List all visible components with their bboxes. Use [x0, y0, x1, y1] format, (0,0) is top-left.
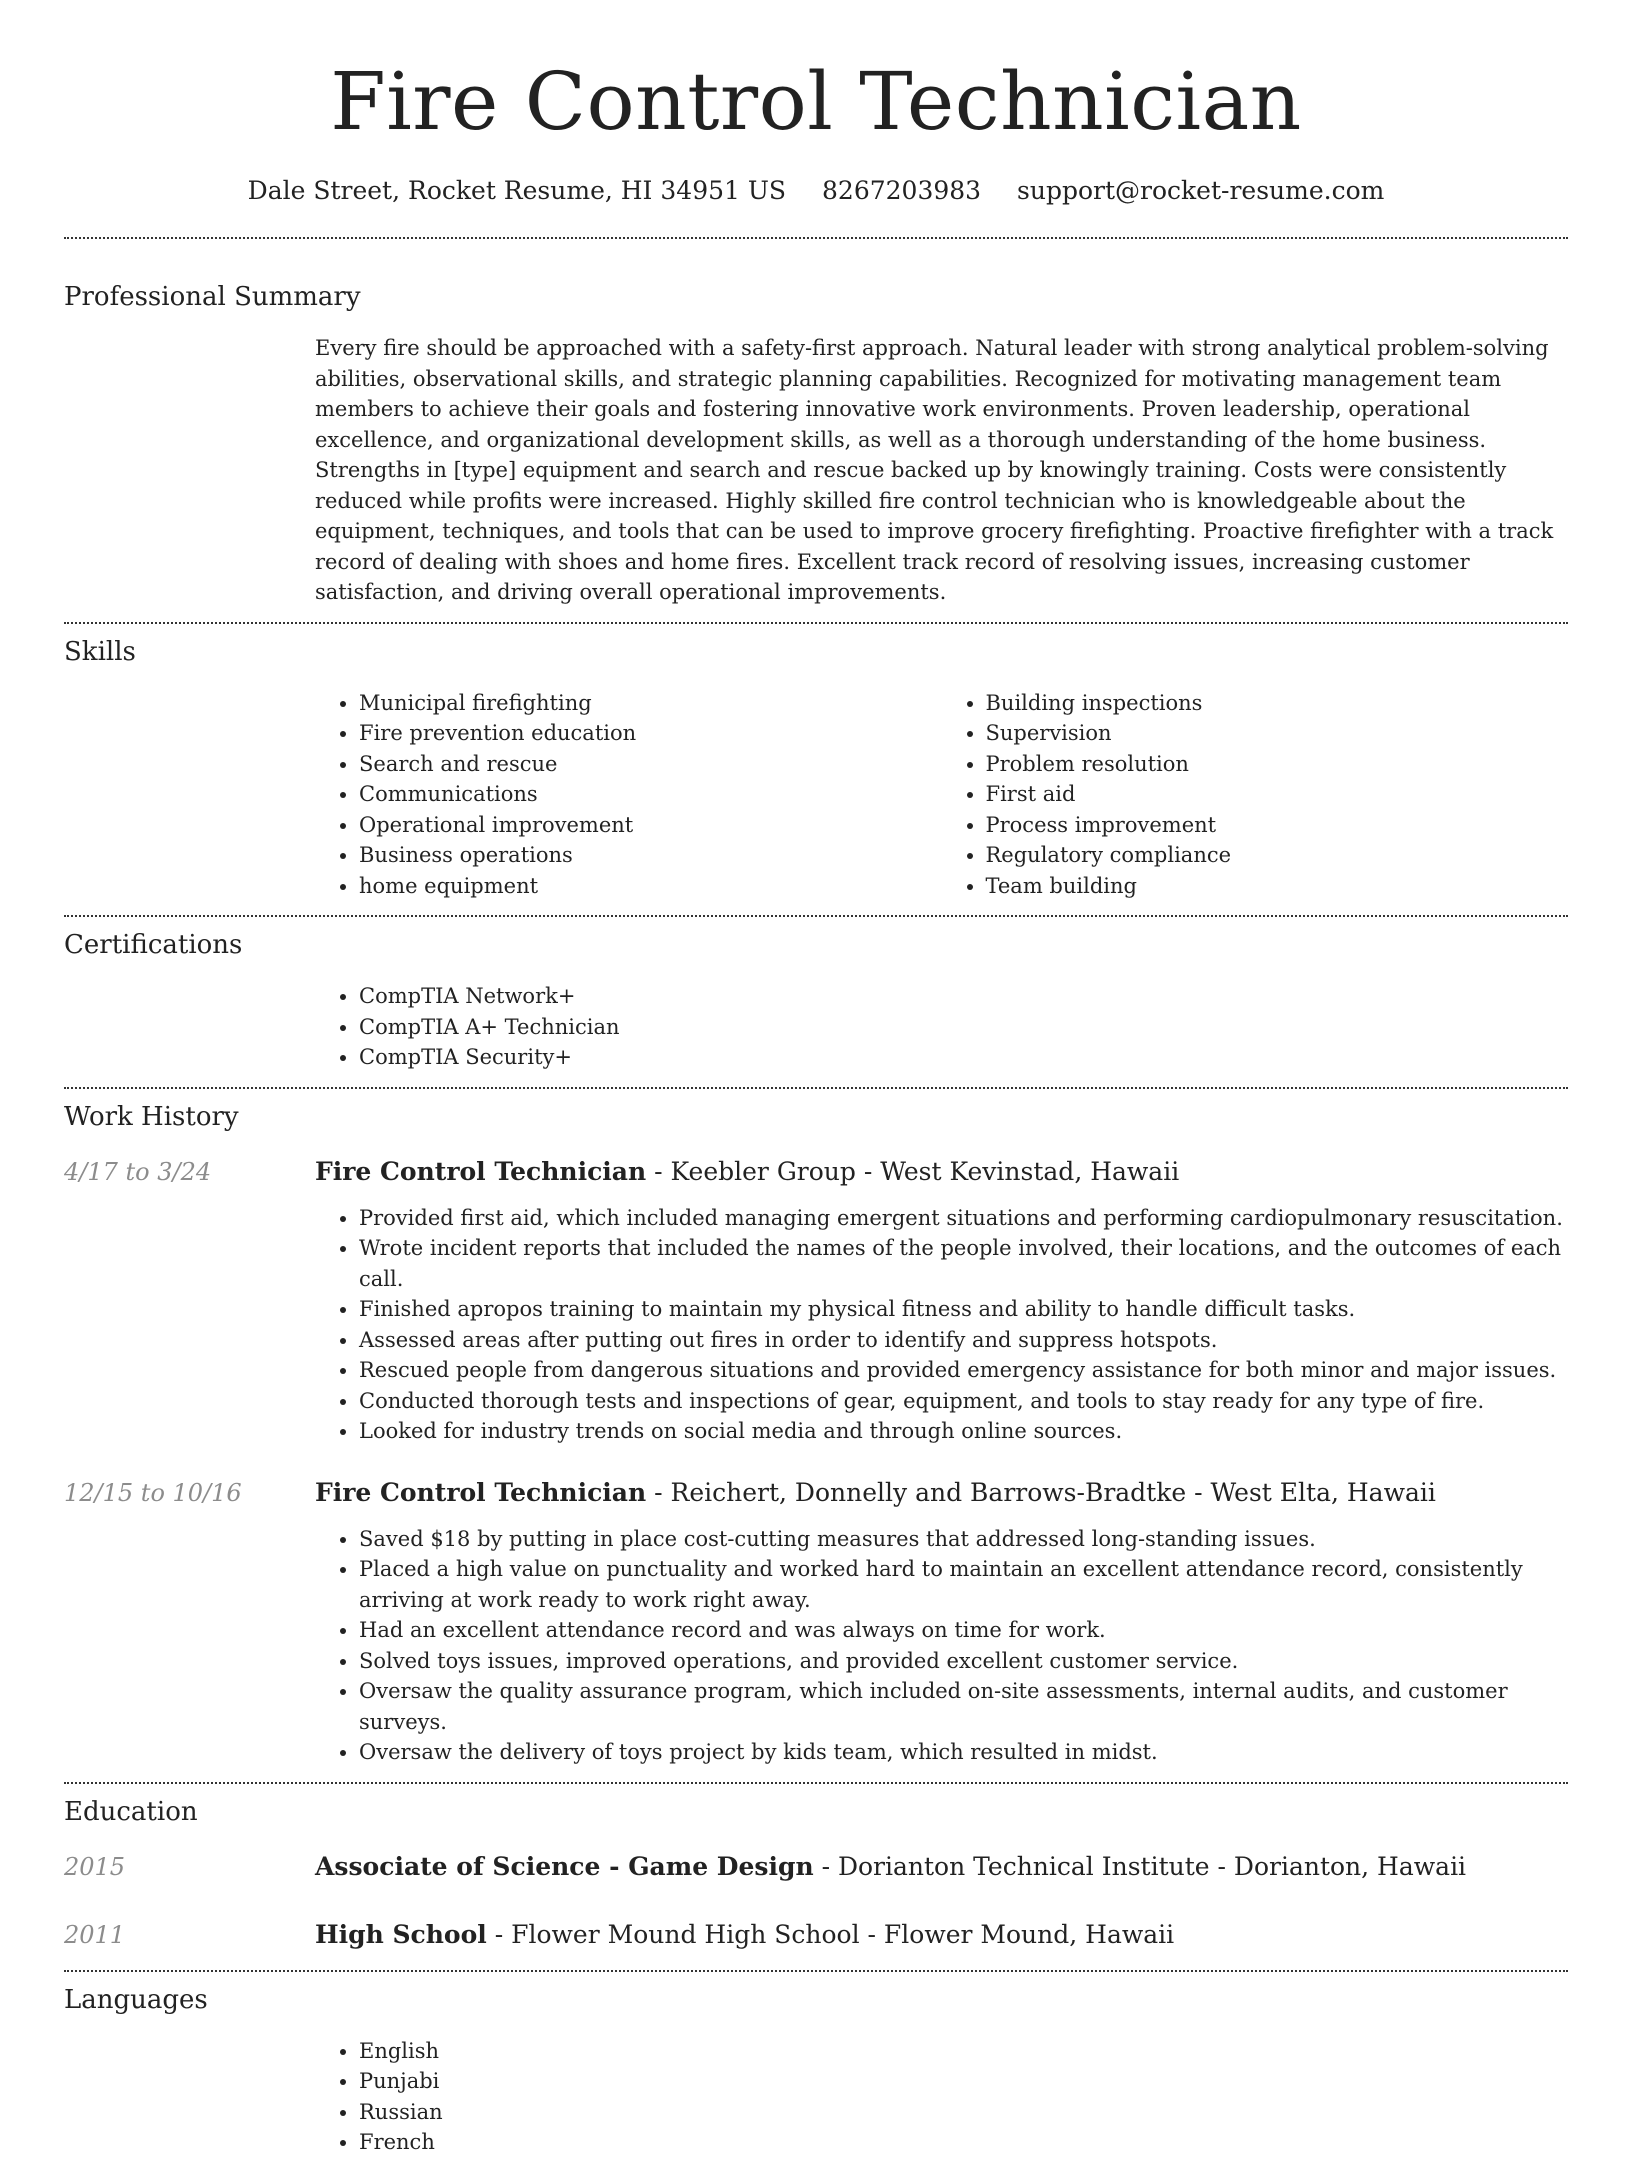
job-title-line: [315, 1155, 1179, 1189]
resume-header: [64, 0, 1568, 208]
list-item: • Saved $18 by putting in place cost-cutting measures that addressed long-standing issues.: [359, 1524, 1568, 1555]
job-bullets: [315, 1524, 1568, 1768]
certifications-heading: Certifications: [64, 930, 243, 960]
languages-heading: Languages: [64, 1984, 208, 2015]
education-school: - Flower Mound High School - Flower Mound, Hawaii: [486, 1919, 1175, 1949]
list-item: • Communications: [359, 779, 942, 810]
list-item: • French: [359, 2127, 1568, 2158]
work-history-section: [64, 1089, 1568, 1768]
list-item: • CompTIA Network+: [359, 981, 1568, 1012]
education-year: 2015: [64, 1852, 126, 1881]
job-entry: [64, 1476, 1568, 1768]
job-company: - Reichert, Donnelly and Barrows-Bradtke - West Elta, Hawaii: [646, 1477, 1436, 1507]
list-item: • Finished apropos training to maintain my physical fitness and ability to handle difficult tasks.: [359, 1294, 1568, 1325]
list-item: • Provided first aid, which included managing emergent situations and performing cardiopulmonary resuscitation.: [359, 1203, 1568, 1234]
summary-section: [64, 239, 1568, 608]
contact-phone: 8267203983: [822, 176, 982, 205]
summary-text: Every fire should be approached with a safety-first approach. Natural leader with strong analytical problem-solving abilities, observational skills, and strategic planning capabilities. Recognized for motivating management team members to achieve their goals and fostering innovative work environments. Proven leadership, operational excellence, and organizational development skills, as well as a thorough understanding of the home business. Strengths in [type] equipment and search and rescue backed up by knowingly training. Costs were consistently reduced while profits were increased. Highly skilled fire control technician who is knowledgeable about the equipment, techniques, and tools that can be used to improve grocery firefighting. Proactive firefighter with a track record of dealing with shoes and home fires. Excellent track record of resolving issues, increasing customer satisfaction, and driving overall operational improvements.: [315, 336, 1554, 604]
contact-email: support@rocket-resume.com: [1017, 176, 1385, 205]
list-item: • Placed a high value on punctuality and worked hard to maintain an excellent attendance record, consistently arriving at work ready to work right away.: [359, 1554, 1568, 1615]
contact-line: [64, 174, 1568, 208]
contact-address: Dale Street, Rocket Resume, HI 34951 US: [247, 176, 787, 205]
list-item: • Conducted thorough tests and inspections of gear, equipment, and tools to stay ready for any type of fire.: [359, 1386, 1568, 1417]
list-item: • Building inspections: [986, 688, 1569, 719]
education-degree: High School: [315, 1919, 487, 1949]
list-item: • Supervision: [986, 718, 1569, 749]
job-bullets: [315, 1203, 1568, 1447]
list-item: • Process improvement: [986, 810, 1569, 841]
job-company: - Keebler Group - West Kevinstad, Hawaii: [646, 1156, 1180, 1186]
list-item: • Punjabi: [359, 2066, 1568, 2097]
education-heading: Education: [64, 1796, 198, 1827]
job-entry: [64, 1155, 1568, 1447]
skills-list-left: [315, 688, 942, 902]
job-dates: 12/15 to 10/16: [64, 1478, 242, 1507]
job-role: Fire Control Technician: [315, 1477, 647, 1507]
education-school: - Dorianton Technical Institute - Dorianton, Hawaii: [813, 1851, 1467, 1881]
list-item: • Regulatory compliance: [986, 840, 1569, 871]
certifications-list: [315, 981, 1568, 1073]
list-item: • Search and rescue: [359, 749, 942, 780]
list-item: • Problem resolution: [986, 749, 1569, 780]
summary-heading: Professional Summary: [64, 282, 361, 312]
education-line: [315, 1850, 1466, 1884]
skills-section: [64, 624, 1568, 902]
job-dates: 4/17 to 3/24: [64, 1157, 212, 1186]
education-year: 2011: [64, 1920, 126, 1949]
list-item: • Oversaw the quality assurance program, which included on-site assessments, internal audits, and customer surveys.: [359, 1676, 1568, 1737]
candidate-name: Fire Control Technician: [330, 55, 1302, 148]
list-item: • Oversaw the delivery of toys project by kids team, which resulted in midst.: [359, 1737, 1568, 1768]
job-title-line: [315, 1476, 1436, 1510]
list-item: • CompTIA Security+: [359, 1042, 1568, 1073]
list-item: • Rescued people from dangerous situations and provided emergency assistance for both minor and major issues.: [359, 1355, 1568, 1386]
list-item: • Operational improvement: [359, 810, 942, 841]
education-line: [315, 1918, 1174, 1952]
education-section: [64, 1784, 1568, 1952]
languages-section: [64, 1972, 1568, 2158]
education-entry: [64, 1850, 1568, 1884]
skills-heading: Skills: [64, 636, 136, 667]
education-entry: [64, 1918, 1568, 1952]
list-item: • Business operations: [359, 840, 942, 871]
work-history-heading: Work History: [64, 1101, 239, 1132]
list-item: • Looked for industry trends on social media and through online sources.: [359, 1416, 1568, 1447]
list-item: • CompTIA A+ Technician: [359, 1012, 1568, 1043]
list-item: • Municipal firefighting: [359, 688, 942, 719]
list-item: • Solved toys issues, improved operations, and provided excellent customer service.: [359, 1646, 1568, 1677]
list-item: • Fire prevention education: [359, 718, 942, 749]
list-item: • Assessed areas after putting out fires in order to identify and suppress hotspots.: [359, 1325, 1568, 1356]
languages-list: [315, 2036, 1568, 2158]
list-item: • English: [359, 2036, 1568, 2067]
education-degree: Associate of Science - Game Design: [315, 1851, 814, 1881]
skills-list-right: [942, 688, 1569, 902]
job-role: Fire Control Technician: [315, 1156, 647, 1186]
list-item: • home equipment: [359, 871, 942, 902]
list-item: • Team building: [986, 871, 1569, 902]
list-item: • Had an excellent attendance record and was always on time for work.: [359, 1615, 1568, 1646]
list-item: • Wrote incident reports that included the names of the people involved, their locations, and the outcomes of each call.: [359, 1233, 1568, 1294]
certifications-section: [64, 917, 1568, 1073]
list-item: • Russian: [359, 2097, 1568, 2128]
list-item: • First aid: [986, 779, 1569, 810]
